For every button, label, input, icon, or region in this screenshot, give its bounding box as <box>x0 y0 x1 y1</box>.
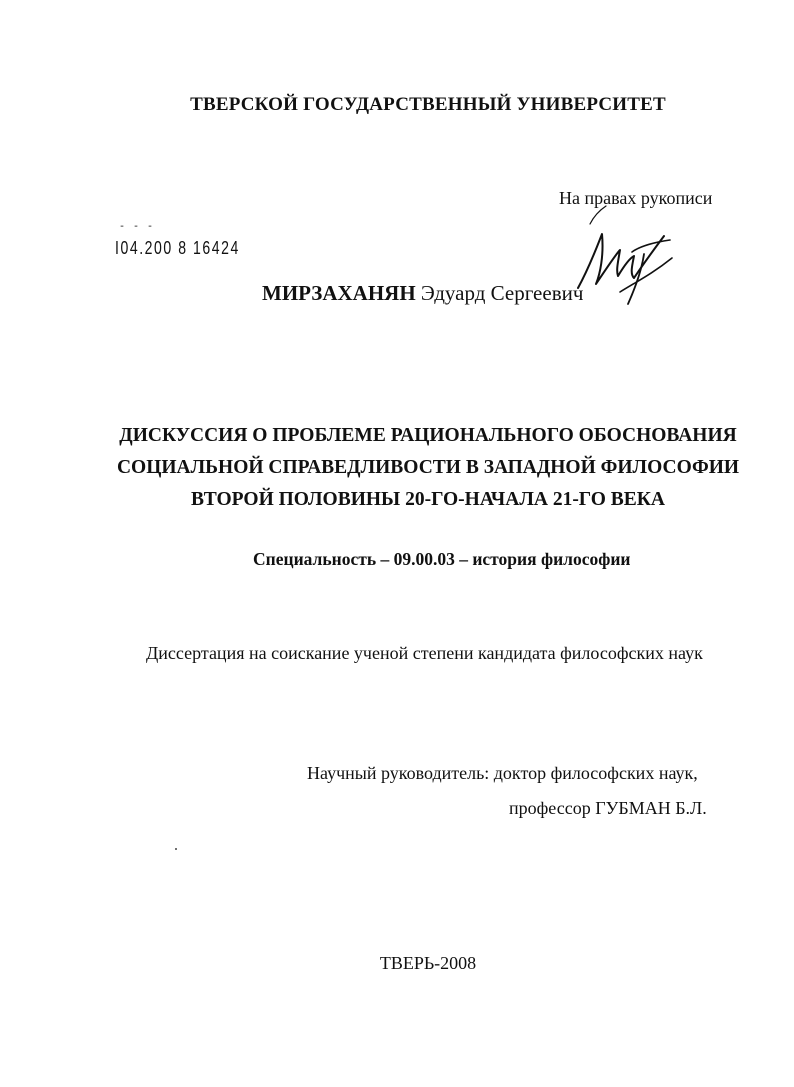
advisor-name-line: профессор ГУБМАН Б.Л. <box>509 798 707 818</box>
degree-statement: Диссертация на соискание ученой степени кандидата философских наук <box>146 643 703 663</box>
author-name <box>262 281 583 306</box>
author-surname: МИРЗАХАНЯН <box>262 281 416 305</box>
dissertation-title <box>0 420 794 516</box>
title-line: ДИСКУССИЯ О ПРОБЛЕМЕ РАЦИОНАЛЬНОГО ОБОСНОВАНИЯ <box>119 425 737 446</box>
library-stamp-code: I04.200 8 16424 <box>115 238 240 258</box>
manuscript-rights-note: На правах рукописи <box>559 188 713 208</box>
title-line: ВТОРОЙ ПОЛОВИНЫ 20-ГО-НАЧАЛА 21-ГО ВЕКА <box>190 489 666 510</box>
specialty-line: Специальность – 09.00.03 – история философии <box>253 549 631 569</box>
title-line: СОЦИАЛЬНОЙ СПРАВЕДЛИВОСТИ В ЗАПАДНОЙ ФИЛОСОФИИ <box>116 457 740 478</box>
scan-speck <box>175 848 177 850</box>
advisor-title-line: Научный руководитель: доктор философских наук, <box>307 763 698 783</box>
stamp-tick-marks: - - - <box>119 222 155 233</box>
author-given-names: Эдуард Сергеевич <box>420 281 584 305</box>
city-year: ТВЕРЬ-2008 <box>379 953 477 973</box>
university-name: ТВЕРСКОЙ ГОСУДАРСТВЕННЫЙ УНИВЕРСИТЕТ <box>190 94 666 115</box>
